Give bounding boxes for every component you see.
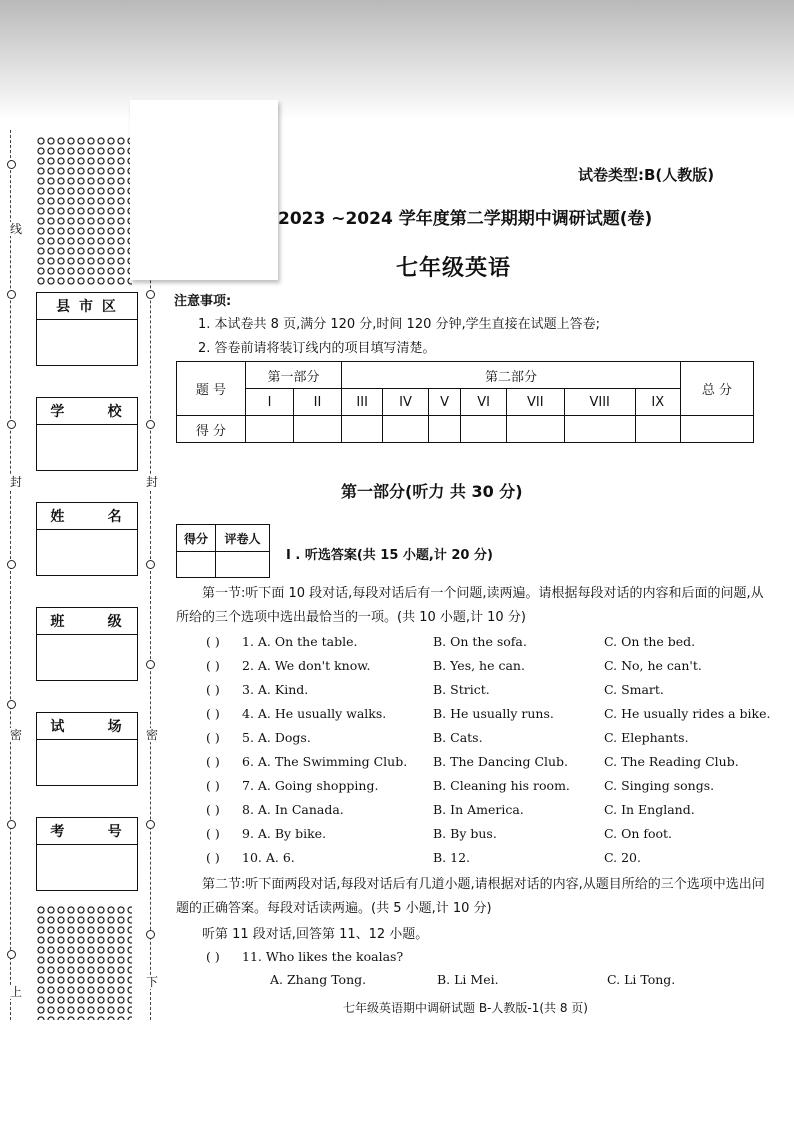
option-b: B. He usually runs.	[433, 706, 554, 721]
dialogue11-intro: 听第 11 段对话,回答第 11、12 小题。	[202, 927, 429, 942]
question-row[interactable]	[0, 730, 794, 754]
answer-paren[interactable]: ( )	[206, 634, 220, 649]
option-c: C. In England.	[604, 802, 695, 817]
table-header-question: 题 号	[177, 362, 246, 416]
option-b: B. Strict.	[433, 682, 490, 697]
table-header-total: 总 分	[681, 362, 754, 416]
grade-box-score-cell[interactable]	[177, 552, 216, 577]
answer-paren[interactable]: ( )	[206, 658, 220, 673]
dot-pattern-top	[36, 136, 132, 286]
option-b: B. Cleaning his room.	[433, 778, 570, 793]
option-b: B. The Dancing Club.	[433, 754, 569, 769]
score-cell[interactable]	[564, 416, 635, 443]
option-c: C. Elephants.	[604, 730, 689, 745]
question-row[interactable]	[0, 658, 794, 682]
binding-hole	[7, 560, 16, 569]
option-c: C. Li Tong.	[607, 972, 676, 987]
option-c: C. On the bed.	[604, 634, 696, 649]
grade-box-score-label: 得分	[177, 525, 216, 552]
score-table	[176, 361, 754, 443]
option-a: 6. A. The Swimming Club.	[242, 754, 408, 769]
score-cell[interactable]	[342, 416, 383, 443]
option-b: B. Li Mei.	[437, 972, 499, 987]
subject-title: 七年级英语	[396, 256, 512, 281]
option-a: 7. A. Going shopping.	[242, 778, 379, 793]
option-a: 1. A. On the table.	[242, 634, 358, 649]
side-label-secret: 密	[10, 728, 23, 742]
numeral-cell: VII	[506, 389, 564, 416]
binding-hole	[146, 420, 155, 429]
numeral-cell: III	[342, 389, 383, 416]
field-label: 班 级	[50, 614, 124, 630]
question-row[interactable]	[0, 754, 794, 778]
part1-heading: 第一部分(听力 共 30 分)	[341, 482, 523, 501]
option-a: 9. A. By bike.	[242, 826, 327, 841]
numeral-cell: IX	[635, 389, 680, 416]
option-c: C. The Reading Club.	[604, 754, 739, 769]
side-label-up: 上	[10, 985, 23, 999]
option-c: C. Smart.	[604, 682, 664, 697]
field-label: 考 号	[50, 824, 124, 840]
score-cell[interactable]	[246, 416, 294, 443]
answer-paren[interactable]: ( )	[206, 949, 220, 964]
question-row[interactable]	[0, 802, 794, 826]
numeral-cell: I	[246, 389, 294, 416]
field-label: 试 场	[50, 719, 124, 735]
binding-hole	[7, 420, 16, 429]
option-b: B. On the sofa.	[433, 634, 527, 649]
option-a: 4. A. He usually walks.	[242, 706, 387, 721]
section2-intro: 第二节:听下面两段对话,每段对话后有几道小题,请根据对话的内容,从题目所给的三个选项中选出问题的正确答案。每段对话读两遍。(共 5 小题,计 10 分)	[176, 877, 765, 916]
numeral-cell: IV	[383, 389, 428, 416]
option-a: A. Zhang Tong.	[270, 972, 367, 987]
page-footer: 七年级英语期中调研试题 B-人教版-1(共 8 页)	[343, 1001, 588, 1015]
side-label-down: 下	[146, 975, 159, 989]
option-a: 8. A. In Canada.	[242, 802, 344, 817]
score-cell[interactable]	[428, 416, 461, 443]
question-row-11[interactable]	[0, 949, 794, 973]
notice-item: 2. 答卷前请将装订线内的项目填写清楚。	[198, 341, 436, 356]
option-b: B. Cats.	[433, 730, 483, 745]
table-score-label: 得 分	[177, 416, 246, 443]
option-b: B. In America.	[433, 802, 524, 817]
score-cell[interactable]	[294, 416, 342, 443]
notice-item: 1. 本试卷共 8 页,满分 120 分,时间 120 分钟,学生直接在试题上答卷;	[198, 317, 601, 332]
option-a: 5. A. Dogs.	[242, 730, 311, 745]
field-school[interactable]	[36, 397, 138, 471]
numeral-cell: VI	[461, 389, 506, 416]
answer-paren[interactable]: ( )	[206, 706, 220, 721]
grade-box-grader-label: 评卷人	[216, 525, 269, 552]
option-c: C. Singing songs.	[604, 778, 715, 793]
numeral-cell: VIII	[564, 389, 635, 416]
question-row[interactable]	[0, 850, 794, 874]
answer-paren[interactable]: ( )	[206, 730, 220, 745]
question-row[interactable]	[0, 634, 794, 658]
option-a: 10. A. 6.	[242, 850, 295, 865]
score-cell[interactable]	[681, 416, 754, 443]
field-label: 学 校	[50, 404, 124, 420]
notice-heading: 注意事项:	[174, 294, 232, 309]
side-label-secret-right: 密	[146, 728, 159, 742]
question-stem: 11. Who likes the koalas?	[242, 949, 404, 964]
answer-paren[interactable]: ( )	[206, 754, 220, 769]
answer-paren[interactable]: ( )	[206, 778, 220, 793]
section1-intro: 第一节:听下面 10 段对话,每段对话后有一个问题,读两遍。请根据每段对话的内容和后面的问题,从所给的三个选项中选出最恰当的一项。(共 10 小题,计 10 分)	[176, 586, 764, 625]
answer-paren[interactable]: ( )	[206, 802, 220, 817]
table-header-part2: 第二部分	[342, 362, 681, 389]
exam-title: 2023 ~2024 学年度第二学期期中调研试题(卷)	[278, 209, 653, 229]
answer-paren[interactable]: ( )	[206, 682, 220, 697]
score-cell[interactable]	[506, 416, 564, 443]
option-a: 2. A. We don't know.	[242, 658, 371, 673]
option-c: C. He usually rides a bike.	[604, 706, 771, 721]
numeral-cell: V	[428, 389, 461, 416]
option-c: C. 20.	[604, 850, 641, 865]
score-cell[interactable]	[635, 416, 680, 443]
cut-line-left	[10, 130, 12, 1020]
field-label: 县 市 区	[56, 299, 118, 315]
question-row[interactable]	[0, 778, 794, 802]
side-label-seal: 封	[10, 475, 23, 489]
side-label-line: 线	[10, 222, 23, 236]
scan-paper-patch	[130, 100, 278, 280]
answer-paren[interactable]: ( )	[206, 826, 220, 841]
score-cell[interactable]	[383, 416, 428, 443]
option-c: C. No, he can't.	[604, 658, 702, 673]
scan-shading	[0, 0, 794, 120]
binding-hole	[7, 160, 16, 169]
binding-hole	[7, 290, 16, 299]
option-b: B. By bus.	[433, 826, 497, 841]
question-11-options	[0, 972, 794, 996]
paper-type: 试卷类型:B(人教版)	[578, 166, 715, 184]
field-label: 姓 名	[50, 509, 124, 525]
table-header-part1: 第一部分	[246, 362, 342, 389]
numeral-cell: II	[294, 389, 342, 416]
field-county[interactable]	[36, 292, 138, 366]
option-b: B. Yes, he can.	[433, 658, 525, 673]
grade-box	[176, 524, 270, 578]
field-name[interactable]	[36, 502, 138, 576]
section1-heading: I . 听选答案(共 15 小题,计 20 分)	[286, 548, 493, 563]
question-row[interactable]	[0, 706, 794, 730]
option-c: C. On foot.	[604, 826, 673, 841]
binding-hole	[146, 290, 155, 299]
option-a: 3. A. Kind.	[242, 682, 309, 697]
option-b: B. 12.	[433, 850, 471, 865]
question-row[interactable]	[0, 826, 794, 850]
binding-hole	[146, 930, 155, 939]
answer-paren[interactable]: ( )	[206, 850, 220, 865]
binding-hole	[146, 560, 155, 569]
score-cell[interactable]	[461, 416, 506, 443]
question-row[interactable]	[0, 682, 794, 706]
side-label-seal-right: 封	[146, 475, 159, 489]
